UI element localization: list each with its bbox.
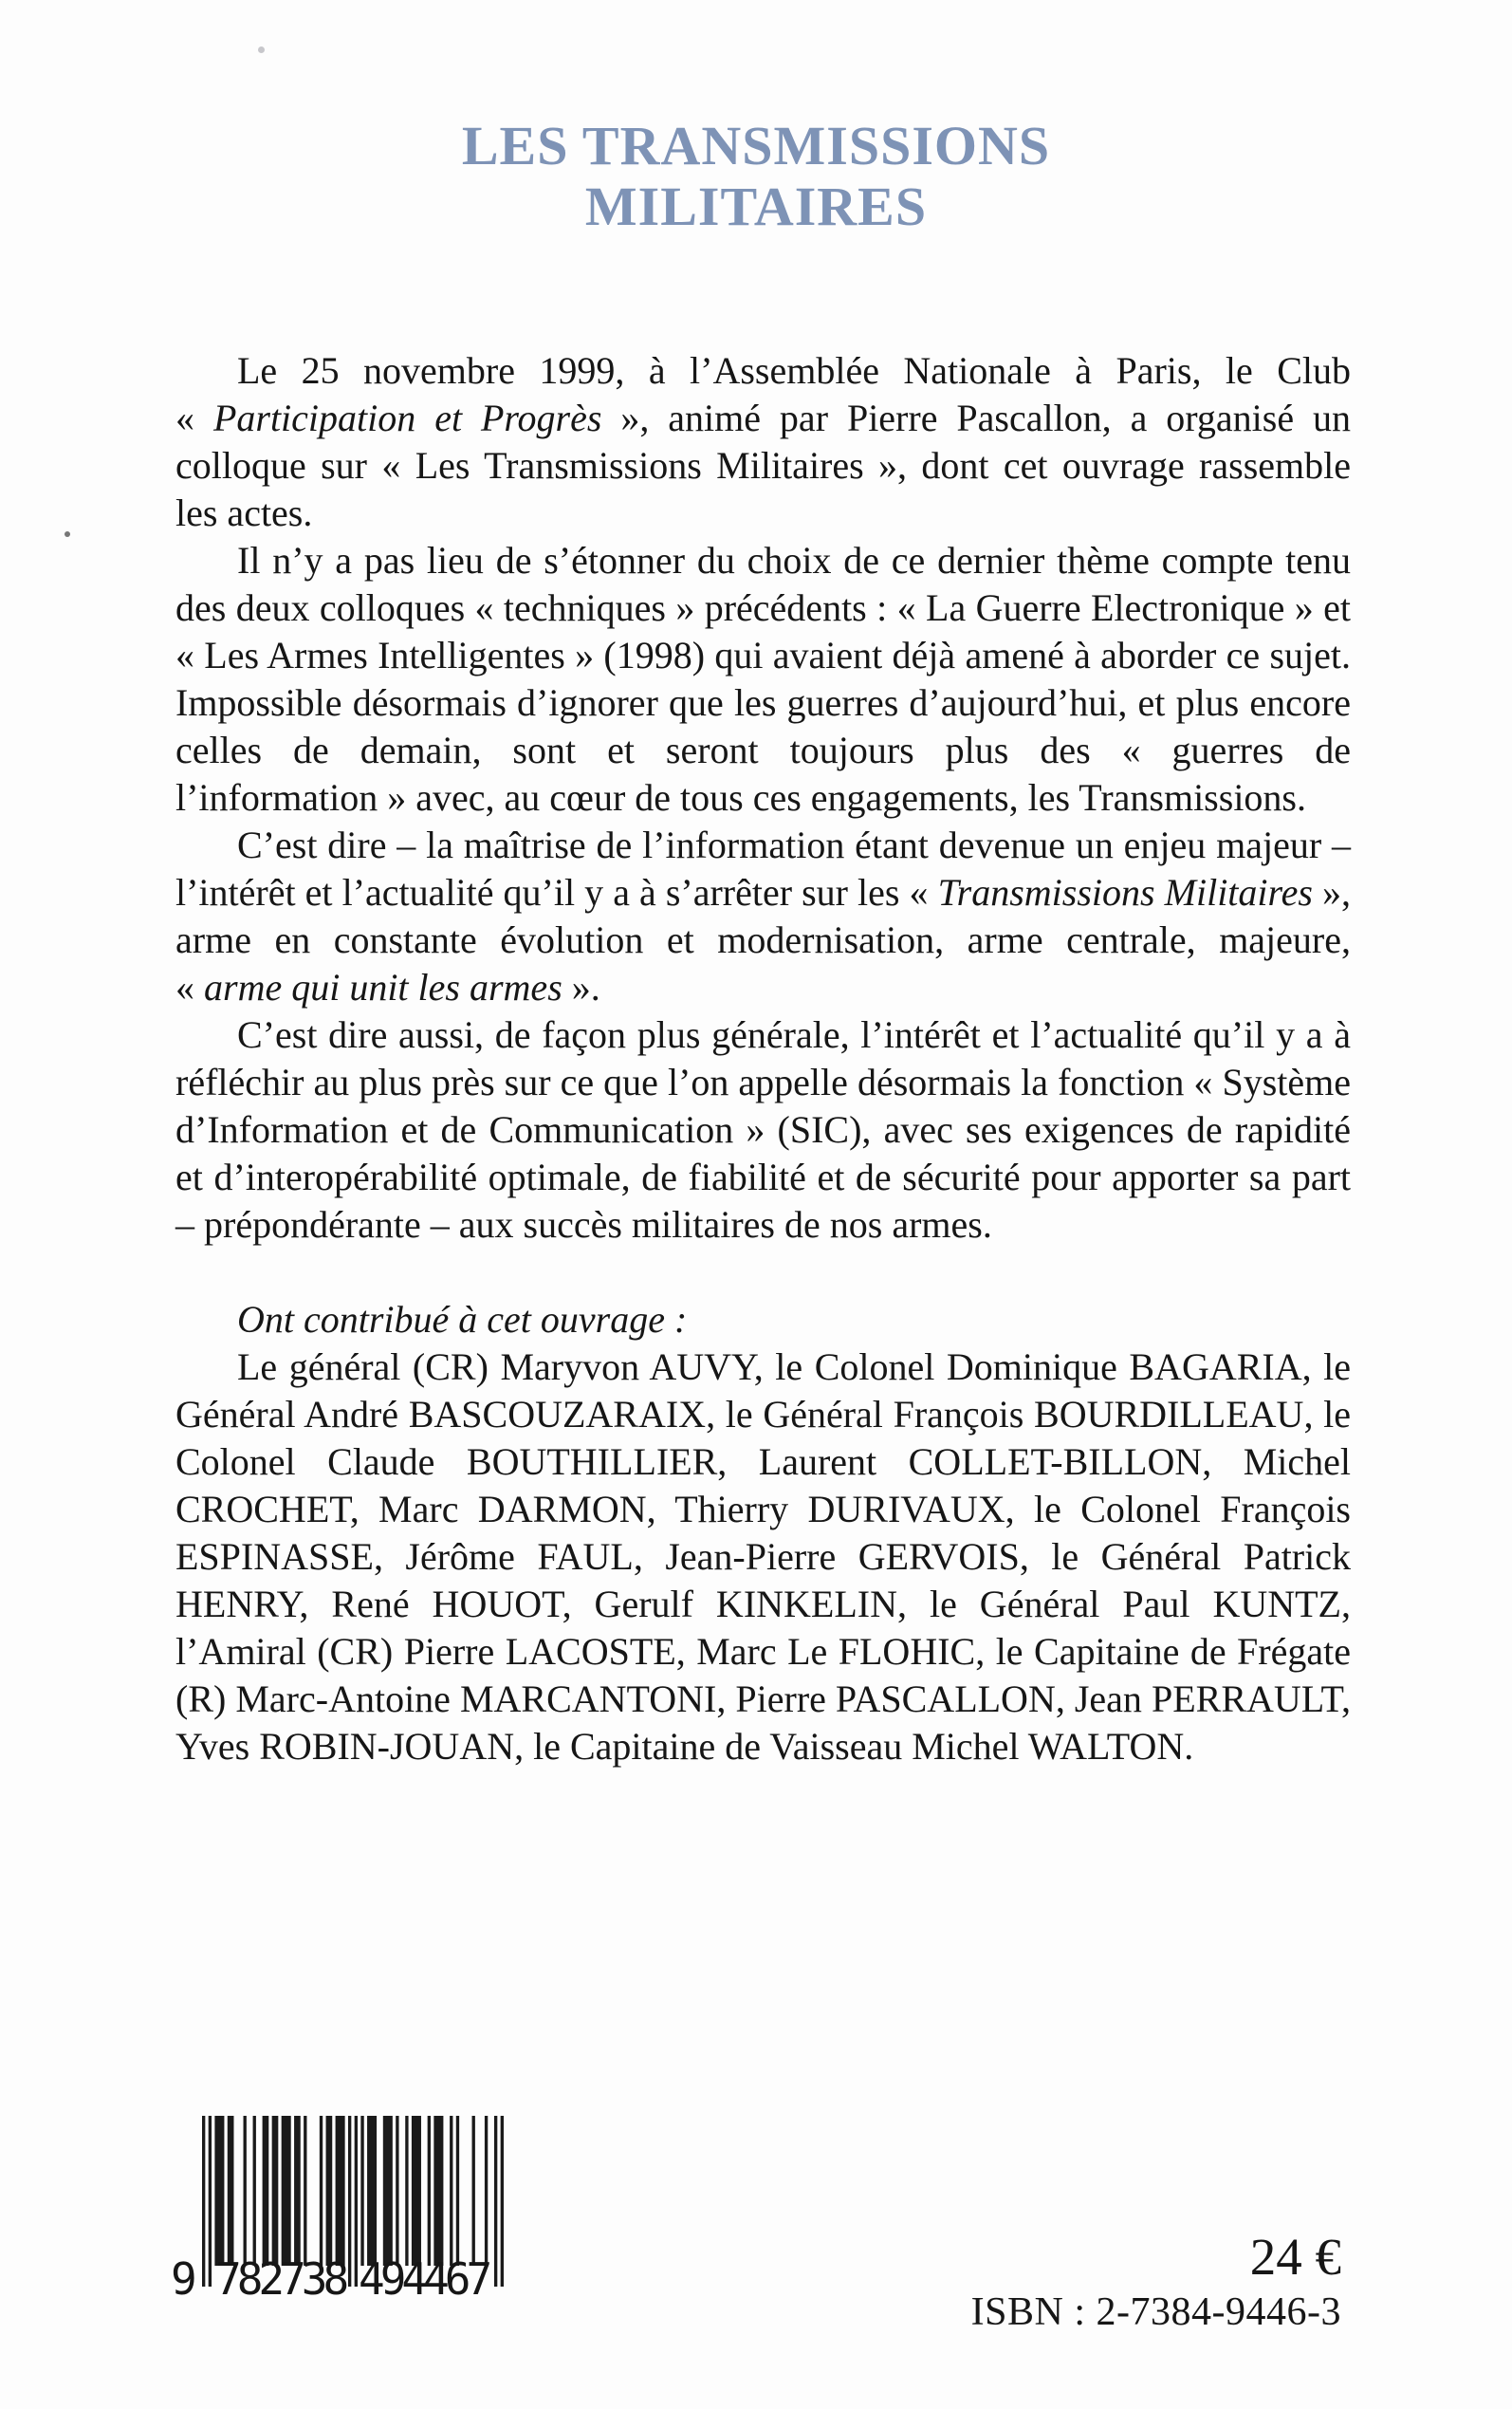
barcode-digits-group-2: 494467 (359, 2253, 489, 2305)
contributors-names: Le général (CR) Maryvon AUVY, le Colonel Dominique BAGARIA, le Général André BASCOUZARAIX, le Général François BOURDILLEAU, le Colonel Claude BOUTHILLIER, Laurent COLLET-BILLON, Michel CROCHET, Marc DARMON, Thierry DURIVAUX, le Colonel François ESPINASSE, Jérôme FAUL, Jean-Pierre GERVOIS, le Général Patrick HENRY, René HOUOT, Gerulf KINKELIN, le Général Paul KUNTZ, l’Amiral (CR) Pierre LACOSTE, Marc Le FLOHIC, le Capitaine de Frégate (R) Marc-Antoine MARCANTONI, Pierre PASCALLON, Jean PERRAULT, Yves ROBIN-JOUAN, le Capitaine de Vaisseau Michel WALTON. (175, 1345, 1351, 1768)
price-label: 24 € (1249, 2228, 1341, 2286)
synopsis-paragraph-3: C’est dire – la maîtrise de l’information étant devenue un enjeu majeur – l’intérêt et l’actualité qu’il y a à s’arrêter sur les « Transmissions Militaires », arme en constante évolution et modernisation, arme centrale, majeure, « arme qui unit les armes ». (175, 824, 1352, 1009)
contributors-heading: Ont contribué à cet ouvrage : (237, 1298, 688, 1341)
synopsis-paragraph-2: Il n’y a pas lieu de s’étonner du choix de ce dernier thème compte tenu des deux colloques « techniques » précédents : « La Guerre Electronique » et « Les Armes Intelligentes » (1998) qui avaient déjà amené à aborder ce sujet. Impossible désormais d’ignorer que les guerres d’aujourd’hui, et plus encore celles de demain, sont et seront toujours plus des « guerres de l’information » avec, au cœur de tous ces engagements, les Transmissions. (175, 539, 1351, 819)
book-title-line-2: MILITAIRES (584, 176, 928, 237)
barcode-lead-digit: 9 (171, 2253, 197, 2305)
synopsis-paragraph-4: C’est dire aussi, de façon plus générale, l’intérêt et l’actualité qu’il y a à réfléchir au plus près sur ce que l’on appelle désormais la fonction « Système d’Information et de Communication » (SIC), avec ses exigences de rapidité et d’interopérabilité optimale, de fiabilité et de sécurité pour apporter sa part – prépondérante – aux succès militaires de nos armes. (175, 1013, 1351, 1246)
synopsis-paragraph-1: Le 25 novembre 1999, à l’Assemblée Nationale à Paris, le Club « Participation et Progrès », animé par Pierre Pascallon, a organisé un colloque sur « Les Transmissions Militaires », dont cet ouvrage rassemble les actes. (175, 349, 1352, 534)
isbn-label: ISBN : 2-7384-9446-3 (970, 2290, 1341, 2334)
barcode-block (171, 2116, 531, 2325)
scan-speck (65, 531, 70, 537)
book-title (0, 116, 1512, 237)
scan-speck (258, 46, 265, 53)
book-title-line-1: LES TRANSMISSIONS (461, 115, 1051, 176)
back-cover-text (175, 347, 1351, 1770)
barcode-digits-group-1: 782738 (215, 2253, 345, 2305)
